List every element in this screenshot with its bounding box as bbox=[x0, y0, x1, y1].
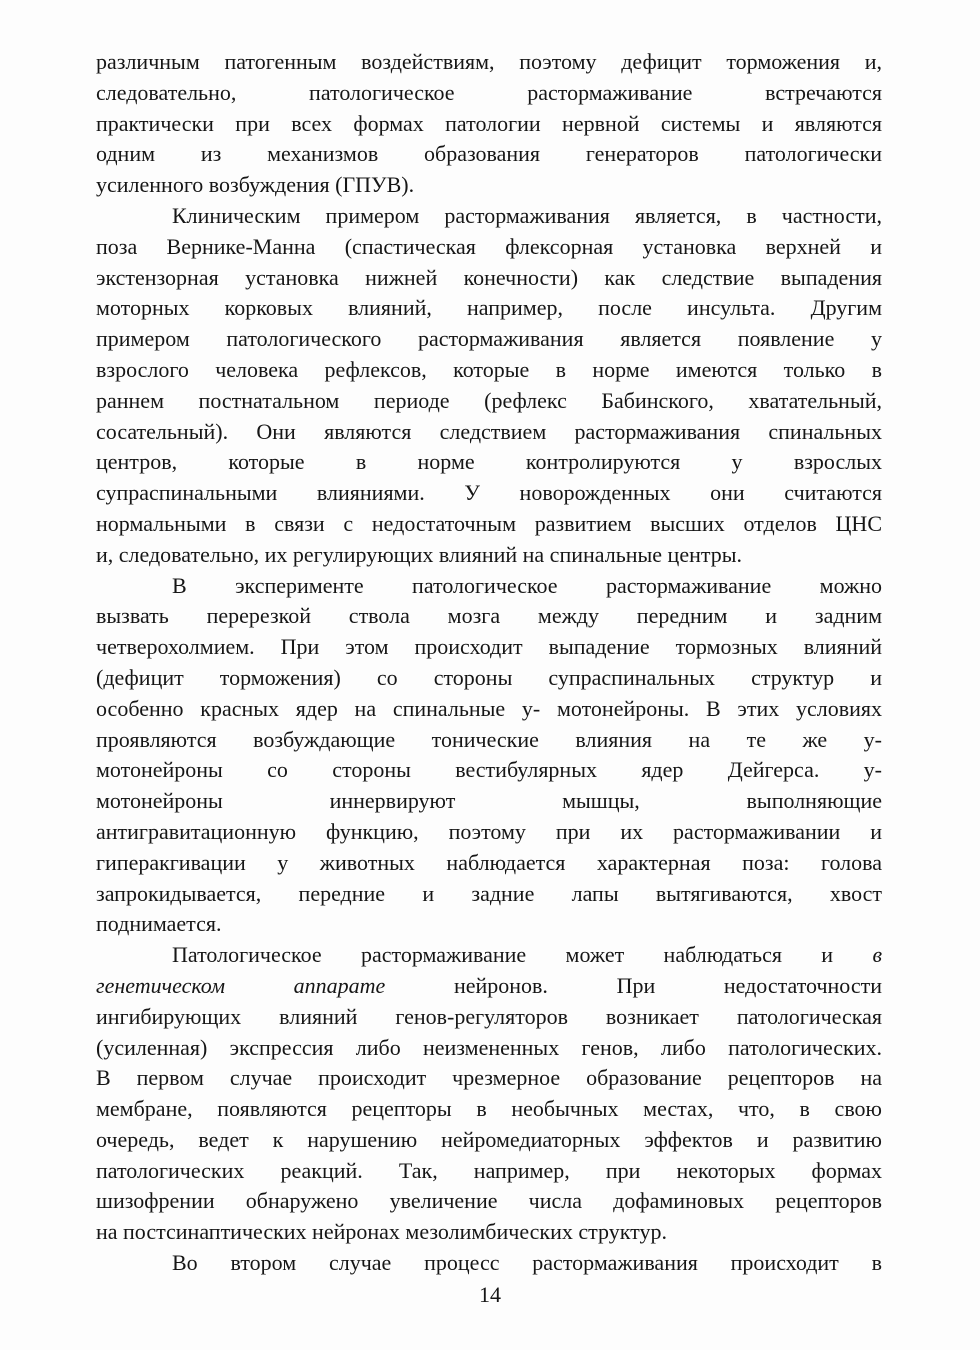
text-line: вызвать перерезкой ствола мозга между передним и задним bbox=[96, 603, 882, 629]
text-line: (дефицит торможения) со стороны супраспинальных структур и bbox=[96, 664, 882, 690]
text-line: очередь, ведет к нарушению нейромедиаторных эффектов и развитию bbox=[96, 1126, 882, 1152]
text-line: усиленного возбуждения (ГПУВ). bbox=[96, 172, 415, 198]
text-line: раннем постнатальном периоде (рефлекс Бабинского, хватательный, bbox=[96, 387, 882, 413]
text-line: экстензорная установка нижней конечности) как следствие выпадения bbox=[96, 264, 882, 290]
paragraph bbox=[96, 1248, 882, 1279]
text-line: В эксперименте патологическое растормаживание можно bbox=[172, 572, 882, 598]
text-segment: нейронов. При недостаточности bbox=[385, 972, 882, 998]
paragraph bbox=[96, 201, 882, 571]
text-line: особенно красных ядер на спинальные у- мотонейроны. В этих условиях bbox=[96, 695, 882, 721]
text-line bbox=[96, 971, 882, 1002]
text-line: мотонейроны иннервируют мышцы, выполняющие bbox=[96, 788, 882, 814]
text-line: моторных корковых влияний, например, после инсульта. Другим bbox=[96, 295, 882, 321]
text-line: антигравитационную функцию, поэтому при их растормаживании и bbox=[96, 818, 882, 844]
paragraph bbox=[96, 571, 882, 941]
text-line: четверохолмием. При этом происходит выпадение тормозных влияний bbox=[96, 634, 882, 660]
page-number: 14 bbox=[479, 1282, 501, 1307]
text-line: следовательно, патологическое растормаживание встречаются bbox=[96, 79, 882, 105]
body-text bbox=[96, 47, 882, 1279]
text-line: Клиническим примером растормаживания является, в частности, bbox=[172, 202, 882, 228]
text-line: Во втором случае процесс растормаживания происходит в bbox=[172, 1250, 882, 1276]
text-line: (усиленная) экспрессия либо неизмененных генов, либо патологических. bbox=[96, 1034, 882, 1060]
text-line: В первом случае происходит чрезмерное образование рецепторов на bbox=[96, 1065, 882, 1091]
text-line: различным патогенным воздействиям, поэтому дефицит торможения и, bbox=[96, 49, 882, 74]
text-line: и, следовательно, их регулирующих влияний на спинальные центры. bbox=[96, 541, 743, 567]
text-line: поза Вернике-Манна (спастическая флексорная установка верхней и bbox=[96, 233, 882, 259]
text-line bbox=[96, 940, 882, 971]
paragraph bbox=[96, 47, 882, 201]
text-line: сосательный). Они являются следствием растормаживания спинальных bbox=[96, 418, 882, 444]
text-line: ингибирующих влияний генов-регуляторов возникает патологическая bbox=[96, 1003, 882, 1029]
text-line: нормальными в связи с недостаточным развитием высших отделов ЦНС bbox=[96, 510, 882, 536]
text-line: практически при всех формах патологии нервной системы и являются bbox=[96, 110, 882, 136]
text-line: примером патологического растормаживания является появление у bbox=[96, 326, 882, 352]
text-line: одним из механизмов образования генераторов патологически bbox=[96, 141, 882, 167]
text-line: центров, которые в норме контролируются у взрослых bbox=[96, 449, 882, 475]
paragraph bbox=[96, 940, 882, 1248]
text-line: мембране, появляются рецепторы в необычных местах, что, в свою bbox=[96, 1096, 882, 1122]
text-line: супраспинальными влияниями. У новорожденных они считаются bbox=[96, 480, 882, 506]
text-line: на постсинаптических нейронах мезолимбических структур. bbox=[96, 1219, 667, 1245]
text-line: патологических реакций. Так, например, при некоторых формах bbox=[96, 1157, 882, 1183]
text-line: гиперакгивации у животных наблюдается характерная поза: голова bbox=[96, 849, 882, 875]
text-line: шизофрении обнаружено увеличение числа дофаминовых рецепторов bbox=[96, 1188, 882, 1214]
text-line: поднимается. bbox=[96, 911, 222, 937]
text-line: взрослого человека рефлексов, которые в норме имеются только в bbox=[96, 356, 882, 382]
italic-segment: в bbox=[872, 942, 882, 968]
text-line: запрокидывается, передние и задние лапы вытягиваются, хвост bbox=[96, 880, 882, 906]
italic-segment: генетическом аппарате bbox=[96, 972, 386, 998]
text-segment: Патологическое растормаживание может наблюдаться и bbox=[172, 942, 873, 968]
text-line: проявляются возбуждающие тонические влияния на те же у- bbox=[96, 726, 882, 752]
text-line: мотонейроны со стороны вестибулярных ядер Дейгерса. у- bbox=[96, 757, 882, 783]
